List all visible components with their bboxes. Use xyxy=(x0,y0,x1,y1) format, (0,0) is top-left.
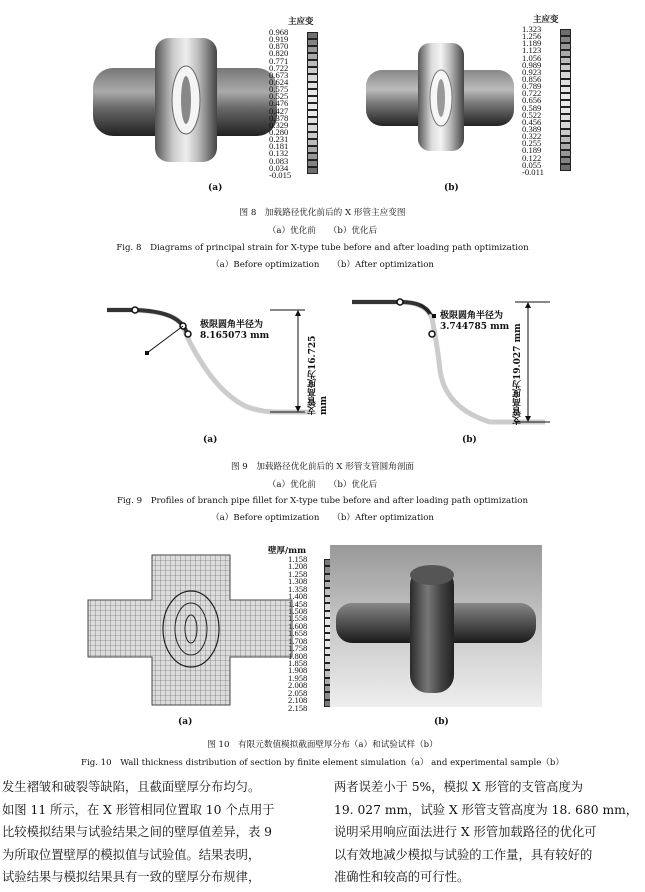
legend-swatch xyxy=(307,146,318,153)
body-line: 如图 11 所示，在 X 形管相同位置取 10 个点用于 xyxy=(2,802,275,817)
fig10b-label: (b) xyxy=(434,717,449,727)
legend-value: 0.034 xyxy=(269,162,289,173)
fig9b-radius-value: 3.744785 mm xyxy=(440,322,510,332)
legend-swatch xyxy=(307,82,318,89)
fig8-caption-cn: 图 8 加载路径优化前后的 X 形管主应变图 xyxy=(239,208,406,218)
legend-swatch xyxy=(560,100,571,107)
legend-swatch xyxy=(560,157,571,164)
fig8b-legend-title: 主应变 xyxy=(533,15,559,25)
legend-swatch xyxy=(560,71,571,78)
legend-value: 0.231 xyxy=(269,134,289,145)
legend-value: 0.624 xyxy=(269,77,289,87)
legend-swatch xyxy=(307,132,318,139)
legend-value: 1.189 xyxy=(522,38,542,49)
legend-swatch xyxy=(307,53,318,60)
legend-value: 0.280 xyxy=(269,127,289,137)
legend-value: 0.132 xyxy=(269,148,289,159)
legend-swatch xyxy=(307,103,318,110)
legend-value: 1.758 xyxy=(288,643,308,654)
legend-swatch xyxy=(560,164,571,171)
fig10-caption-en: Fig. 10 Wall thickness distribution of section by finite element simulation（a） and experimental sample（b） xyxy=(81,758,564,768)
legend-value: 0.181 xyxy=(269,141,289,152)
legend-value: 0.378 xyxy=(269,112,289,123)
legend-value: 0.771 xyxy=(269,55,289,66)
legend-value: -0.015 xyxy=(269,169,292,180)
legend-swatch xyxy=(307,46,318,53)
legend-swatch xyxy=(307,153,318,160)
legend-value: -0.011 xyxy=(522,166,544,177)
legend-swatch xyxy=(560,136,571,143)
legend-value: 0.189 xyxy=(522,145,542,156)
body-line: 为所取位置壁厚的模拟值与试验值。结果表明， xyxy=(2,847,261,862)
body-line: 两者误差小于 5%，模拟 X 形管的支管高度为 xyxy=(334,780,584,794)
fig10-legend-title: 壁厚/mm xyxy=(268,546,307,556)
fig8b-label: (b) xyxy=(444,183,459,193)
legend-value: 2.008 xyxy=(288,680,308,691)
fig9a-radius-value: 8.165073 mm xyxy=(200,331,270,341)
legend-swatch xyxy=(560,43,571,50)
legend-value: 1.256 xyxy=(522,31,542,42)
fig10-caption-cn: 图 10 有限元数值模拟截面壁厚分布（a）和试验试样（b） xyxy=(207,740,438,750)
body-line: 发生褶皱和破裂等缺陷，且截面壁厚分布均匀。 xyxy=(2,780,261,794)
legend-value: 0.789 xyxy=(522,81,542,92)
legend-swatch xyxy=(307,39,318,46)
fig8a-legend xyxy=(269,28,319,178)
body-column-right xyxy=(334,776,638,889)
fig8b-strain-image xyxy=(360,35,520,155)
fig10a-mesh-image xyxy=(80,545,300,710)
fig9b-height-label: 支管高度为19.027 mm xyxy=(513,323,523,425)
legend-swatch xyxy=(560,50,571,57)
legend-value: 0.456 xyxy=(522,116,542,127)
legend-value: 1.323 xyxy=(522,24,542,34)
legend-value: 1.808 xyxy=(288,650,308,661)
fig9-caption-cn: 图 9 加载路径优化前后的 X 形管支管圆角剖面 xyxy=(230,462,415,472)
legend-swatch xyxy=(307,74,318,81)
legend-swatch xyxy=(307,167,318,174)
legend-value: 0.427 xyxy=(269,105,289,116)
legend-value: 1.858 xyxy=(288,658,308,668)
body-line: 比较模拟结果与试验结果之间的壁厚值差异，表 9 xyxy=(2,825,272,840)
body-line: 19. 027 mm，试验 X 形管支管高度为 18. 680 mm， xyxy=(334,802,639,817)
legend-swatch xyxy=(307,160,318,167)
legend-swatch xyxy=(560,107,571,114)
legend-value: 1.258 xyxy=(288,568,308,579)
fig8-caption-en-sub: （a）Before optimization （b）After optimization xyxy=(211,260,434,270)
fig10a-label: (a) xyxy=(178,717,193,727)
legend-value: 1.508 xyxy=(288,606,308,616)
legend-value: 2.108 xyxy=(288,695,308,706)
legend-value: 0.820 xyxy=(269,48,289,59)
fig8a-label: (a) xyxy=(208,183,223,193)
legend-swatch xyxy=(560,93,571,100)
legend-value: 0.322 xyxy=(522,131,542,142)
legend-value: 1.158 xyxy=(288,554,308,564)
legend-value: 1.358 xyxy=(288,583,308,594)
legend-value: 0.656 xyxy=(522,95,542,106)
fig9b-radius-label: 极限圆角半径为 xyxy=(440,311,504,321)
legend-swatch xyxy=(560,86,571,93)
legend-swatch xyxy=(560,121,571,128)
fig9-caption-en: Fig. 9 Profiles of branch pipe fillet for X-type tube before and after loading path optimization xyxy=(116,496,529,506)
legend-value: 0.389 xyxy=(522,124,542,134)
legend-value: 0.919 xyxy=(269,34,289,45)
legend-value: 0.122 xyxy=(522,152,542,163)
legend-swatch xyxy=(307,89,318,96)
legend-value: 1.558 xyxy=(288,613,308,624)
legend-swatch xyxy=(560,36,571,43)
legend-value: 0.329 xyxy=(269,119,289,130)
body-line: 以有效地减少模拟与试验的工作量，具有较好的 xyxy=(334,847,593,862)
body-line: 准确性和较高的可行性。 xyxy=(334,870,470,885)
fig9a-radius-label: 极限圆角半径为 xyxy=(200,320,264,330)
fig8-caption-cn-sub: （a）优化前 （b）优化后 xyxy=(267,226,378,236)
fig8a-strain-image xyxy=(85,30,285,170)
legend-value: 1.208 xyxy=(288,561,308,572)
legend-swatch xyxy=(307,32,318,39)
legend-value: 2.158 xyxy=(288,702,308,713)
legend-value: 0.870 xyxy=(269,41,289,52)
legend-swatch xyxy=(307,117,318,124)
legend-value: 1.658 xyxy=(288,628,308,639)
legend-value: 0.255 xyxy=(522,138,542,149)
fig9-caption-en-sub: （a）Before optimization （b）After optimization xyxy=(211,513,434,523)
legend-value: 0.989 xyxy=(522,59,542,70)
legend-swatch xyxy=(560,79,571,86)
legend-swatch xyxy=(560,114,571,121)
fig8b-legend xyxy=(522,25,572,175)
legend-value: 0.083 xyxy=(269,155,289,166)
fig8a-legend-title: 主应变 xyxy=(288,17,314,27)
legend-swatch xyxy=(307,67,318,74)
fig9a-profile xyxy=(105,298,329,423)
legend-value: 0.575 xyxy=(269,84,289,95)
legend-value: 1.308 xyxy=(288,576,308,587)
legend-value: 0.589 xyxy=(522,102,542,113)
legend-value: 0.476 xyxy=(269,98,289,109)
legend-value: 0.722 xyxy=(522,88,542,99)
legend-swatch xyxy=(307,96,318,103)
legend-value: 0.968 xyxy=(269,27,289,37)
legend-value: 2.058 xyxy=(288,687,308,698)
legend-value: 0.856 xyxy=(522,74,542,84)
legend-value: 0.673 xyxy=(269,69,289,80)
fig9a-height-label: 支管高度为16.725 mm xyxy=(308,335,329,415)
legend-value: 0.722 xyxy=(269,62,289,73)
legend-swatch xyxy=(560,29,571,36)
legend-value: 1.708 xyxy=(288,635,308,646)
fig10b-sample-photo xyxy=(330,545,542,707)
fig9b-label: (b) xyxy=(462,435,477,445)
legend-value: 0.525 xyxy=(269,91,289,102)
legend-swatch xyxy=(560,143,571,150)
legend-value: 0.923 xyxy=(522,66,542,77)
legend-value: 1.608 xyxy=(288,620,308,631)
legend-swatch xyxy=(307,124,318,131)
legend-value: 1.908 xyxy=(288,665,308,676)
legend-value: 0.522 xyxy=(522,109,542,120)
legend-value: 1.408 xyxy=(288,591,308,602)
legend-swatch xyxy=(560,129,571,136)
legend-value: 1.958 xyxy=(288,672,308,683)
legend-value: 1.123 xyxy=(522,45,542,56)
legend-value: 0.055 xyxy=(522,159,542,170)
legend-swatch xyxy=(307,110,318,117)
fig8-caption-en: Fig. 8 Diagrams of principal strain for X-type tube before and after loading path optimization xyxy=(116,243,529,253)
fig9-caption-cn-sub: （a）优化前 （b）优化后 xyxy=(267,480,378,490)
body-column-left xyxy=(2,776,275,889)
body-line: 试验结果与模拟结果具有一致的壁厚分布规律， xyxy=(2,870,261,885)
fig9a-label: (a) xyxy=(203,435,218,445)
legend-value: 1.458 xyxy=(288,598,308,609)
body-line: 说明采用响应面法进行 X 形管加载路径的优化可 xyxy=(334,825,597,840)
legend-swatch xyxy=(560,64,571,71)
legend-swatch xyxy=(307,139,318,146)
legend-value: 1.056 xyxy=(522,52,542,63)
legend-swatch xyxy=(307,60,318,67)
legend-swatch xyxy=(560,150,571,157)
legend-swatch xyxy=(560,57,571,64)
